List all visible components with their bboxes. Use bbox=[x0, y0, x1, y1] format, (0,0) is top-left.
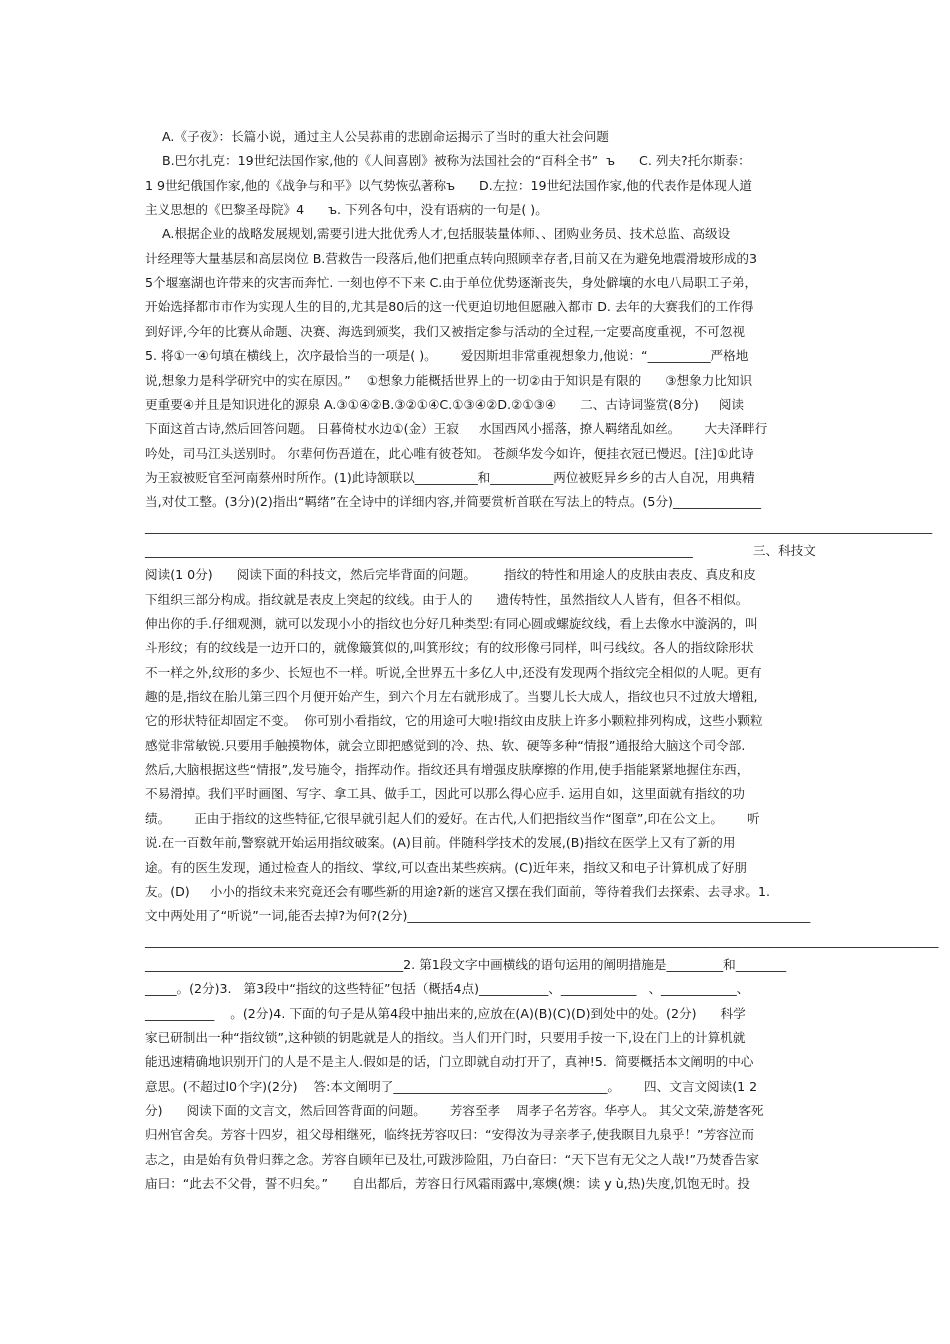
text-line: 更重要④并且是知识进化的源泉 A.③①④②B.③②①④C.①③④②D.②①③④ 二、古诗词鉴赏(8分) 阅读 bbox=[145, 396, 745, 412]
text-line: 家已研制出一种“指纹锁”,这种锁的钥匙就是人的指纹。当人们开门时，只要用手按一下,设在门上的计算机就 bbox=[145, 1029, 746, 1045]
text-line: 下面这首古诗,然后回答问题。 日暮倚杖水边①(金）王寂 水国西风小摇落，撩人羁绪乱如丝。 大夫泽畔行 bbox=[145, 421, 768, 437]
text-line: 绩。 正由于指纹的这些特征,它很早就引起人们的爱好。在古代,人们把指纹当作“图章”,印在公文上。 听 bbox=[145, 810, 760, 826]
text-line: 归州官舍矣。芳容十四岁，祖父母相继死，临终抚芳容叹曰：“安得汝为寻亲孝子,使我瞑目九泉乎！”芳容泣而 bbox=[145, 1127, 754, 1143]
text-line: 然后,大脑根据这些“情报”,发号施令，指挥动作。指纹还具有增强皮肤摩擦的作用,使手指能紧紧地握住东西， bbox=[145, 762, 750, 778]
text-line: 到好评,今年的比赛从命题、决赛、海选到颁奖，我们又被指定参与活动的全过程,一定要高度重视，不可忽视 bbox=[145, 323, 745, 339]
text-line: _____________________________________________________________________________________________________________________________ bbox=[145, 518, 933, 534]
text-line: 分) 阅读下面的文言文，然后回答背面的问题。 芳容至孝 周孝子名芳容。华亭人。 其父文荣,游楚客死 bbox=[145, 1103, 764, 1118]
text-line: 当,对仗工整。(3分)(2)指出“羁绪”在全诗中的详细内容,并简要赏析首联在写法上的特点。(5分)______________ bbox=[145, 494, 762, 510]
text-line: 1 9世纪俄国作家,他的《战争与和平》以气势恢弘著称ъ D.左拉：19世纪法国作家,他的代表作是体现人道 bbox=[145, 177, 753, 193]
text-line: 说.在一百数年前,警察就开始运用指纹破案。(A)目前。伴随科学技术的发展,(B)指纹在医学上又有了新的用 bbox=[145, 835, 736, 851]
text-line: 它的形状特征却固定不变。 你可别小看指纹，它的用途可大啦!指纹由皮肤上许多小颗粒排列构成，这些小颗粒 bbox=[145, 713, 763, 729]
text-line: 计经理等大量基层和高层岗位 B.营救告一段落后,他们把重点转向照顾幸存者,目前又在为避免地震滑坡形成的3 bbox=[145, 250, 757, 266]
text-line: 趣的是,指纹在胎儿第三四个月便开始产生，到六个月左右就形成了。当婴儿长大成人，指纹也只不过放大增粗, bbox=[145, 689, 758, 705]
text-line: 5. 将①一④句填在横线上，次序最恰当的一项是( )。 爱因斯坦非常重视想象力,他说：“__________严格地 bbox=[145, 348, 749, 364]
text-line: 伸出你的手.仔细观测，就可以发现小小的指纹也分好几种类型:有同心圆或螺旋纹线，看上去像水中漩涡的，叫 bbox=[145, 616, 758, 631]
text-line: 为王寂被贬官至河南蔡州时所作。(1)此诗颔联以__________和__________两位被贬异乡乡的古人自况，用典精 bbox=[145, 469, 755, 485]
text-line: 能迅速精确地识别开门的人是不是主人.假如是的话，门立即就自动打开了，真神!5. 简要概括本文阐明的中心 bbox=[145, 1054, 754, 1070]
text-line: _________________________________________2. 第1段文字中画横线的语句运用的阐明措施是_________和________ bbox=[145, 956, 787, 972]
text-line: _______________________________________________________________________________________ 三、科技文 bbox=[145, 542, 816, 558]
text-line: 下组织三部分构成。指纹就是表皮上突起的纹线。由于人的 遗传特性，虽然指纹人人皆有，但各不相似。 bbox=[145, 591, 749, 607]
text-line: 途。有的医生发现，通过检查人的指纹、掌纹,可以查出某些疾病。(C)近年来，指纹又和电子计算机成了好朋 bbox=[145, 859, 747, 875]
text-line: A.根据企业的战略发展规划,需要引进大批优秀人才,包括服装量体师、、团购业务员、技术总监、高级设 bbox=[162, 226, 731, 242]
text-line: 斗形纹；有的纹线是一边开口的，就像簸箕似的,叫箕形纹；有的纹形像弓同样，叫弓线纹。各人的指纹除形状 bbox=[145, 640, 754, 656]
text-line: 文中两处用了“听说”一词,能否去掉?为何?(2分)________________________________________________________________ bbox=[145, 908, 811, 924]
text-line: 庙曰：“此去不父骨，誓不归矣。” 自出都后，芳容日行风霜雨露中,寒燠(燠：读 y ù,热)失度,饥饱无时。投 bbox=[145, 1176, 750, 1192]
text-line: 吟处，司马江头送别时。 尔辈何伤吾道在，此心唯有彼苍知。 苍颜华发今如许，便挂衣冠已慢迟。[注]①此诗 bbox=[145, 445, 754, 461]
text-line: _____。(2分)3. 第3段中“指纹的这些特征”包括（概括4点)___________、____________ 、____________、 bbox=[145, 981, 750, 997]
text-line: 说,想象力是科学研究中的实在原因。” ①想象力能概括世界上的一切②由于知识是有限的 ③想象力比知识 bbox=[145, 372, 753, 388]
text-line: 意思。(不超过l0个字)(2分) 答:本文阐明了__________________________________。 四、文言文阅读(1 2 bbox=[145, 1078, 758, 1094]
text-line: 主义思想的《巴黎圣母院》4 ъ. 下列各句中，没有语病的一句是( )。 bbox=[145, 202, 548, 218]
text-line: 5个堰塞湖也许带来的灾害而奔忙. 一刻也停不下来 C.由于单位优势逐渐丧失，身处僻壤的水电八局职工子弟， bbox=[145, 275, 758, 291]
text-line: 不一样之外,纹形的多少、长短也不一样。听说,全世界五十多亿人中,还没有发现两个指纹完全相似的人呢。更有 bbox=[145, 664, 762, 680]
text-line: 友。(D) 小小的指纹未来究竟还会有哪些新的用途?新的迷宫又摆在我们面前，等待着我们去探索、去寻求。1. bbox=[145, 883, 770, 899]
text-line: B.巴尔扎克：19世纪法国作家,他的《人间喜剧》被称为法国社会的“百科全书” ъ C. 列夫?托尔斯泰： bbox=[162, 153, 751, 169]
text-line: ___________ 。(2分)4. 下面的句子是从第4段中抽出来的,应放在(A)(B)(C)(D)到处中的处。(2分) 科学 bbox=[145, 1005, 746, 1021]
text-line: 志之，由是始有负骨归葬之念。芳容自顾年已及壮,可跋涉险阻，乃白奋曰：“天下岂有无父之人哉!”乃焚香告家 bbox=[145, 1151, 760, 1167]
text-line: 感觉非常敏锐.只要用手触摸物体，就会立即把感觉到的冷、热、软、硬等多种“情报”通报给大脑这个司令部. bbox=[145, 737, 746, 753]
text-line: 开始选择都市市作为实现人生的目的,尤其是80后的这一代更迫切地但愿融入都市 D. 去年的大赛我们的工作得 bbox=[145, 299, 754, 315]
text-line: 不易滑掉。我们平时画图、写字、拿工具、做手工，因此可以那么得心应手. 运用自如，这里面就有指纹的功 bbox=[145, 786, 745, 802]
text-line: 阅读(1 0分) 阅读下面的科技文，然后完毕背面的问题。 指纹的特性和用途人的皮肤由表皮、真皮和皮 bbox=[145, 567, 756, 583]
text-line: ______________________________________________________________________________________________________________________________ bbox=[145, 932, 939, 948]
text-line: A.《子夜》：长篇小说，通过主人公吴荪甫的悲剧命运揭示了当时的重大社会问题 bbox=[162, 129, 609, 144]
